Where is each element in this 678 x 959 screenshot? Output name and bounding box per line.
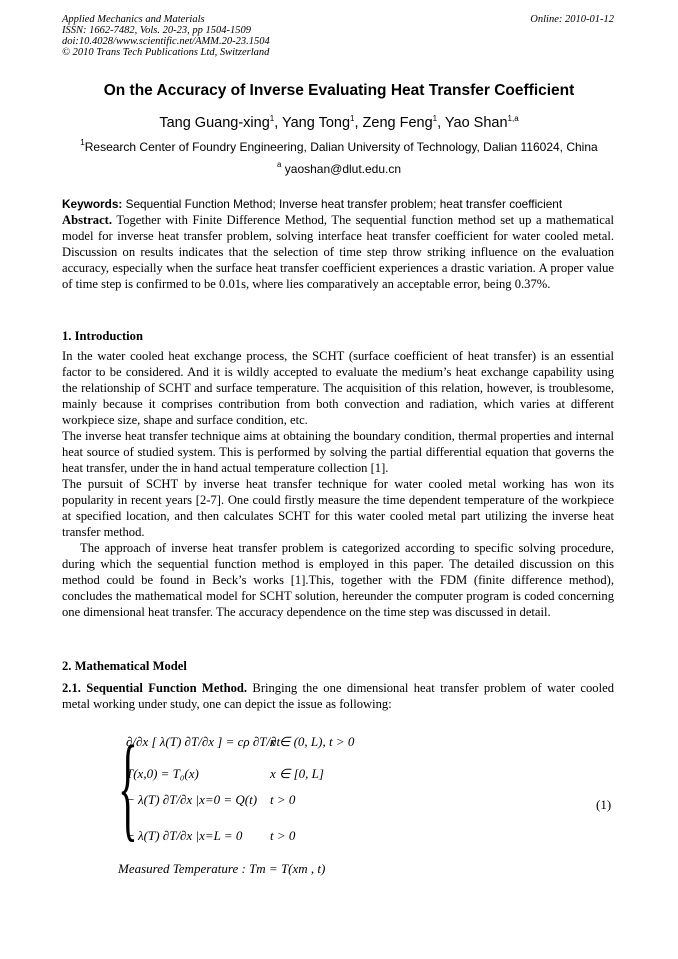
measured-temperature: Measured Temperature : Tm = T(xm , t) — [118, 861, 326, 876]
brace: { — [118, 721, 138, 852]
journal-header — [62, 14, 270, 58]
issn: ISSN: 1662-7482, Vols. 20-23, pp 1504-1509 — [62, 25, 251, 36]
section-heading: 2. Mathematical Model — [62, 659, 187, 673]
subsection — [62, 680, 614, 712]
equation-1 — [118, 721, 578, 878]
equation-condition: t > 0 — [270, 792, 296, 807]
equation-row: ∂/∂x [ λ(T) ∂T/∂x ] = cρ ∂T/∂t — [126, 734, 281, 749]
equation-row: T(x,0) = T₀(x) — [126, 766, 199, 781]
equation-number: (1) — [596, 797, 612, 812]
section-body — [62, 348, 614, 620]
author: Yao Shan — [444, 115, 508, 131]
email — [0, 162, 678, 176]
equation-condition: x ∈ (0, L), t > 0 — [270, 734, 355, 749]
doi: doi:10.4028/www.scientific.net/AMM.20-23.1504 — [62, 36, 270, 47]
equation-condition: t > 0 — [270, 828, 296, 843]
equation-condition: x ∈ [0, L] — [270, 766, 324, 781]
paragraph: The approach of inverse heat transfer problem is categorized according to specific solving procedure, during which the sequential function method is employed in this paper. The detailed discussion on this method could be found in Beck’s works [1].This, together with the FDM (finite difference method), concludes the mathematical model for SCHT solution, hereunder the computer program is coded concerning one dimensional heat transfer. The accuracy dependence on the time step was discussed in detail. — [62, 541, 614, 619]
journal-name: Applied Mechanics and Materials — [62, 14, 205, 25]
keywords-text: Sequential Function Method; Inverse heat transfer problem; heat transfer coefficient — [122, 197, 563, 211]
paragraph: In the water cooled heat exchange process, the SCHT (surface coefficient of heat transfer) is an essential factor to be considered. And it is wildly accepted to evaluate the medium’s heat exchange capability using the relationship of SCHT and surface temperature. The acquisition of this relation, however, is troublesome, mainly because it comprises contribution from both convection and radiation, which varies at different workpiece size, shape and surface condition, etc. — [62, 349, 614, 427]
abstract-text: Together with Finite Difference Method, The sequential function method set up a mathematical model for inverse heat transfer problem, solving interface heat transfer coefficient for water cooled metal. Discussion on results indicates that the selection of time step throw striking influence on the evaluation accuracy, especially when the surface heat transfer coefficient experiences a drastic variation. A proper value of time step is confirmed to be 0.01s, where lies comparatively an acceptable error, being 0.37%. — [62, 213, 614, 291]
online-date: Online: 2010-01-12 — [530, 14, 614, 25]
author-sup: 1 — [432, 114, 438, 123]
subsection-label: 2.1. Sequential Function Method. — [62, 681, 248, 695]
keywords-label: Keywords: — [62, 197, 123, 211]
paper-title: On the Accuracy of Inverse Evaluating Heat Transfer Coefficient — [103, 82, 575, 99]
affiliation — [0, 140, 678, 154]
section-heading: 1. Introduction — [62, 329, 143, 343]
abstract — [62, 212, 614, 292]
equation-row: − λ(T) ∂T/∂x |x=L = 0 — [126, 828, 243, 843]
abstract-label: Abstract. — [62, 213, 113, 227]
author-list: Tang Guang-xing$^1$, Yang Tong$^1$, Zeng Feng$^1$, Yao Shan$^{1,a}$ — [159, 114, 519, 131]
author-sup: 1,a — [507, 114, 519, 123]
author: Yang Tong — [282, 115, 351, 131]
keywords — [62, 196, 614, 212]
copyright: © 2010 Trans Tech Publications Ltd, Switzerland — [62, 47, 270, 58]
paragraph: The inverse heat transfer technique aims at obtaining the boundary condition, thermal properties and internal heat source of studied system. This is performed by solving the partial differential equation that governs the heat transfer, under the in hand actual temperature collection [1]. — [62, 429, 614, 475]
affiliation-sup: 1 — [80, 138, 85, 147]
paragraph: The pursuit of SCHT by inverse heat transfer technique for water cooled metal working has won its popularity in recent years [2-7]. One could firstly measure the time dependent temperature of the workpiece at specified location, and then calculates SCHT for this water cooled metal part utilizing the inverse heat transfer method. — [62, 477, 614, 539]
author: Tang Guang-xing — [159, 115, 270, 131]
equation-row: − λ(T) ∂T/∂x |x=0 = Q(t) — [126, 792, 258, 807]
author: Zeng Feng — [362, 115, 433, 131]
author-sup: 1 — [269, 114, 275, 123]
author-sup: 1 — [350, 114, 355, 123]
email-sup: a — [276, 160, 282, 169]
affiliation-text: Research Center of Foundry Engineering, Dalian University of Technology, Dalian 116024, China — [84, 140, 598, 154]
email-text: yaoshan@dlut.edu.cn — [284, 162, 402, 176]
subsection-text: Bringing the one dimensional heat transfer problem of water cooled metal working under study, one can depict the issue as following: — [62, 681, 614, 711]
